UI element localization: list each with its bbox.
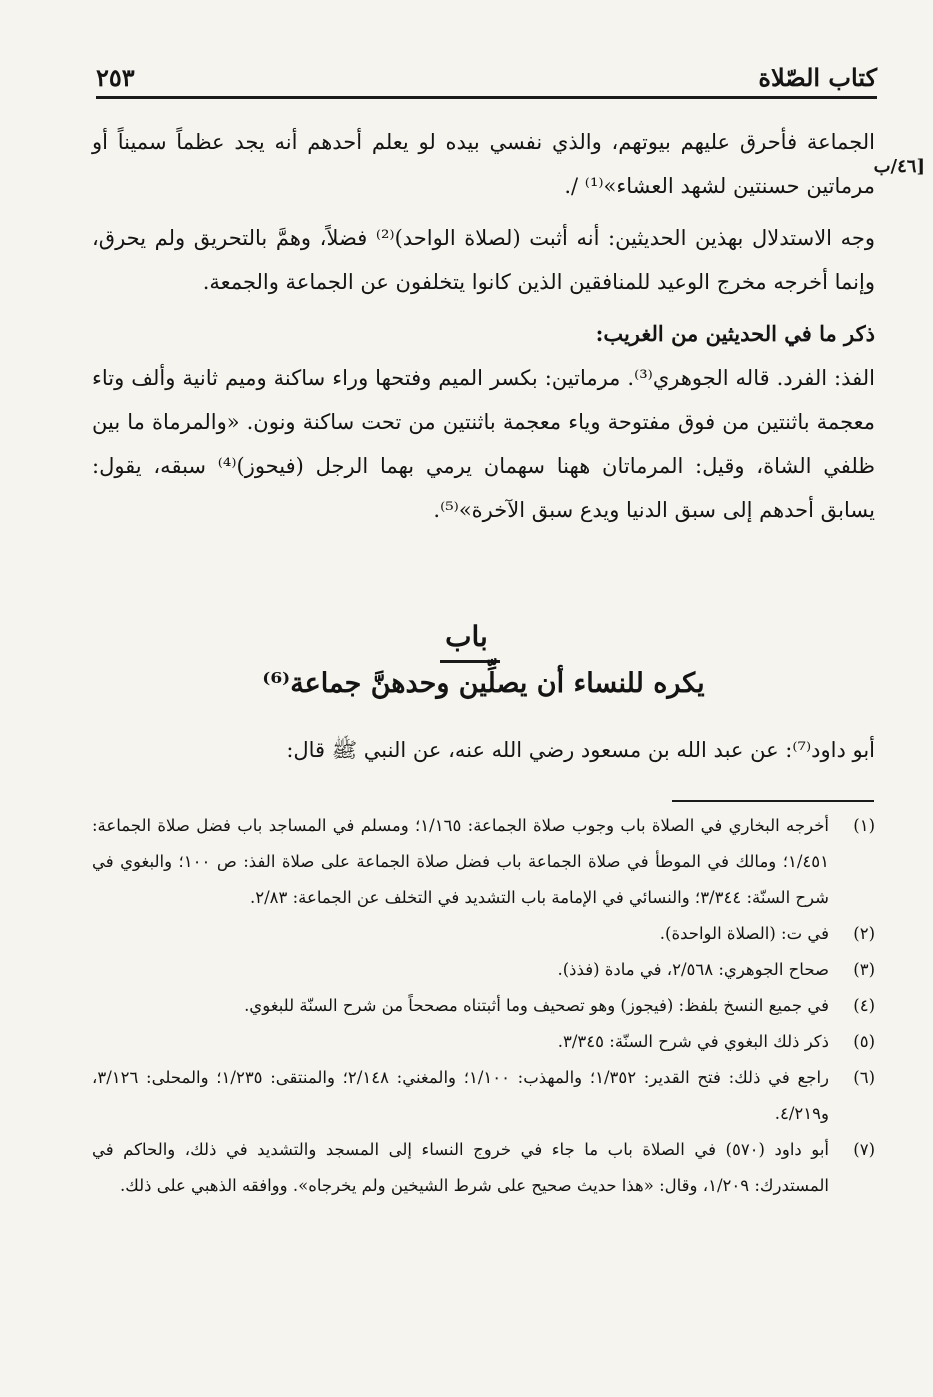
footnote-6	[92, 1060, 875, 1132]
chapter-label: باب	[445, 620, 488, 653]
footnote-text: أبو داود (٥٧٠) في الصلاة باب ما جاء في خروج النساء إلى المسجد والتشديد في ذلك، والحاكم في المستدرك: ١/٢٠٩، وقال: «هذا حديث صحيح على شرط الشيخين ولم يخرجاه». ووافقه الذهبي على ذلك.	[92, 1140, 830, 1195]
footnote-number: (١)	[853, 816, 875, 835]
footnote-number: (٤)	[853, 996, 875, 1015]
footnote-text: ذكر ذلك البغوي في شرح السنّة: ٣/٣٤٥.	[557, 1032, 829, 1051]
chapter-title: يكره للنساء أن يصلِّين وحدهنَّ جماعة⁽⁶⁾	[262, 668, 705, 699]
footnote-number: (٧)	[853, 1140, 875, 1159]
manuscript-folio-note: [٤٦/ب	[873, 156, 925, 177]
paragraph-1: الجماعة فأحرق عليهم بيوتهم، والذي نفسي بيده لو يعلم أحدهم أنه يجد عظماً سميناً أو مرماتين حسنتين لشهد العشاء»⁽¹⁾ /.	[92, 130, 875, 198]
footnote-3	[92, 952, 875, 988]
footnote-2	[92, 916, 875, 952]
footnote-text: راجع في ذلك: فتح القدير: ١/٣٥٢؛ والمهذب: ١/١٠٠؛ والمغني: ٢/١٤٨؛ والمنتقى: ١/٢٣٥؛ والمحلى: ٣/١٢٦، و٤/٢١٩.	[92, 1068, 829, 1123]
page-number: ٢٥٣	[96, 63, 135, 92]
footnote-number: (٢)	[853, 924, 875, 943]
footnote-number: (٦)	[853, 1068, 875, 1087]
footnote-5	[92, 1024, 875, 1060]
footnote-number: (٥)	[853, 1032, 875, 1051]
gharib-heading: ذكر ما في الحديثين من الغريب:	[595, 321, 875, 346]
book-title: كتاب الصّلاة	[758, 63, 877, 92]
footnote-text: صحاح الجوهري: ٢/٥٦٨، في مادة (فذذ).	[557, 960, 829, 979]
main-text	[92, 120, 875, 532]
footnote-text: أخرجه البخاري في الصلاة باب وجوب صلاة الجماعة: ١/١٦٥؛ ومسلم في المساجد باب فضل صلاة الجماعة: ١/٤٥١؛ ومالك في الموطأ في صلاة الجماعة باب فضل صلاة الجماعة على صلاة الفذ: ص ١٠٠؛ والبغوي في شرح السنّة: ٣/٣٤٤؛ والنسائي في الإمامة باب التشديد في التخلف عن الجماعة: ٢/٨٣.	[92, 816, 829, 907]
footnote-1	[92, 808, 875, 916]
footnote-number: (٣)	[853, 960, 875, 979]
footnote-4	[92, 988, 875, 1024]
paragraph-4: الفذ: الفرد. قاله الجوهري⁽³⁾. مرماتين: بكسر الميم وفتحها وراء ساكنة وميم ثانية وألف وتاء معجمة باثنتين من فوق مفتوحة وياء معجمة باثنتين من تحت ساكنة ونون. «والمرماة ما بين ظلفي الشاة، وقيل: المرماتان ههنا سهمان يرمي بهما الرجل (فيحوز)⁽⁴⁾ سبقه، يقول: يسابق أحدهم إلى سبق الدنيا ويدع سبق الآخرة»⁽⁵⁾.	[92, 366, 876, 522]
chapter-label-underline	[440, 660, 500, 663]
page-header	[96, 52, 877, 99]
footnote-text: في جميع النسخ بلفظ: (فيجوز) وهو تصحيف وما أثبتناه مصححاً من شرح السنّة للبغوي.	[244, 996, 829, 1015]
footnote-7	[92, 1132, 875, 1204]
footnotes	[92, 808, 875, 1204]
footnote-text: في ت: (الصلاة الواحدة).	[659, 924, 829, 943]
paragraph-2: وجه الاستدلال بهذين الحديثين: أنه أثبت (لصلاة الواحد)⁽²⁾ فضلاً، وهمَّ بالتحريق ولم يحرق، وإنما أخرجه مخرج الوعيد للمنافقين الذين كانوا يتخلفون عن الجماعة والجمعة.	[92, 226, 875, 294]
hadith-line: أبو داود⁽⁷⁾: عن عبد الله بن مسعود رضي الله عنه، عن النبي ﷺ قال:	[286, 738, 875, 762]
footnote-separator	[672, 800, 874, 802]
